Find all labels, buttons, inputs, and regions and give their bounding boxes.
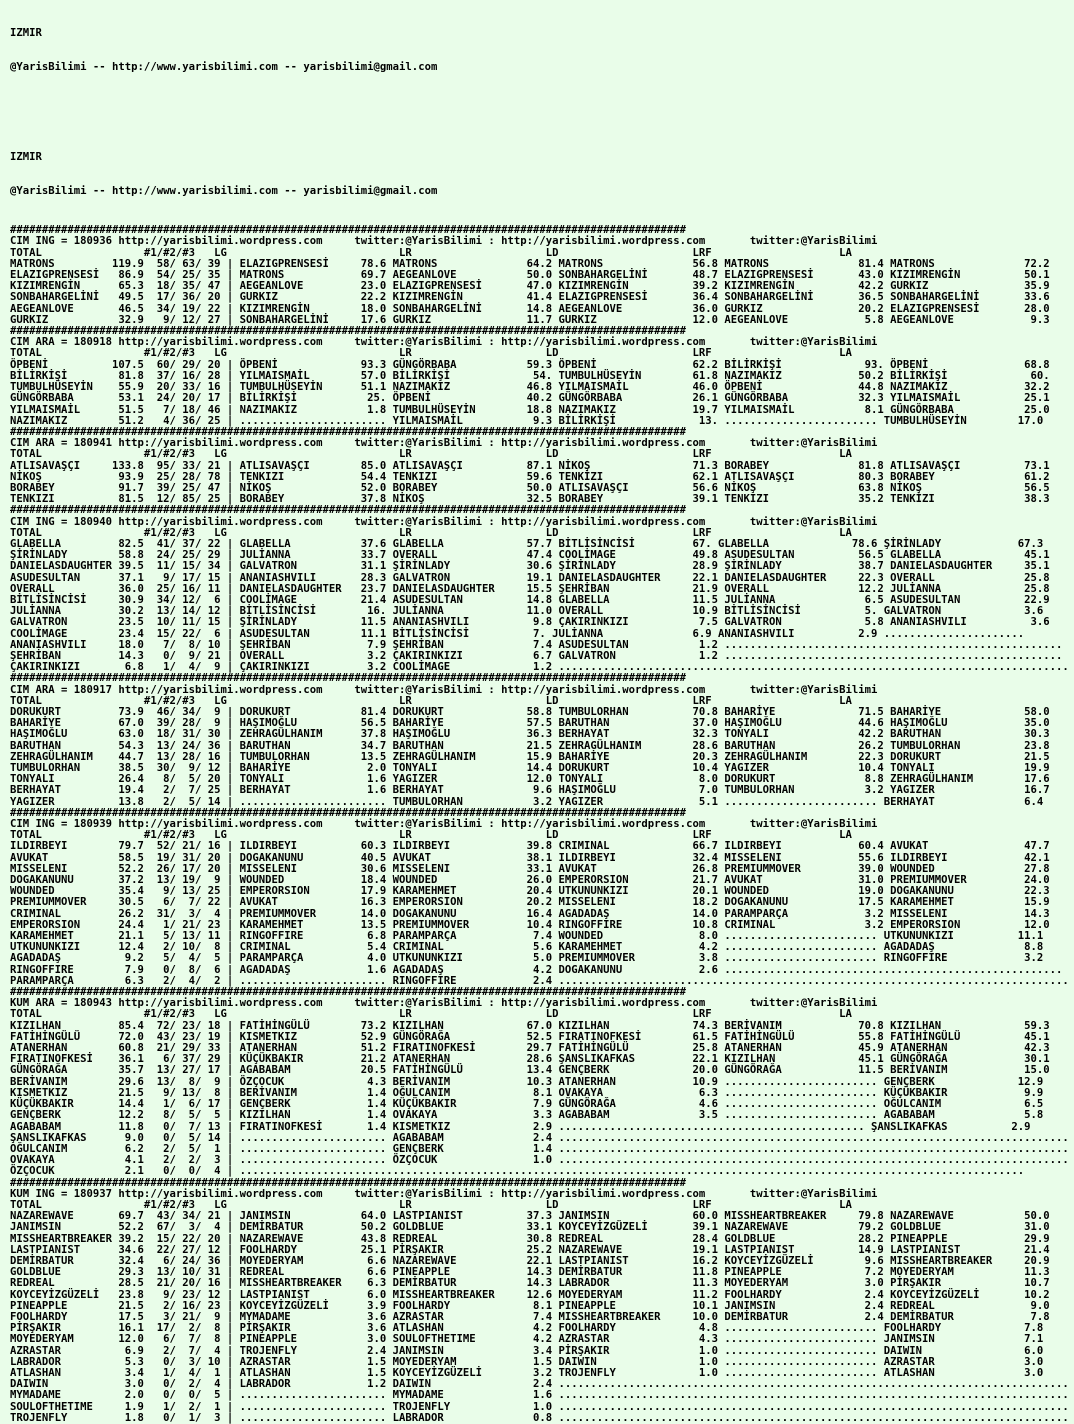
- separator-line: ##########################################################################################################: [10, 325, 687, 338]
- table-row: PARAMPARÇA 6.3 2/ 4/ 2 | ....................... RINGOFFIRE 2.4 ................................................................................: [10, 974, 1069, 987]
- table-row: REDREAL 28.5 21/ 20/ 16 | MISSHEARTBREAKER 6.3 DEMİRBATUR 14.3 LABRADOR 11.3 MOYEDERYAM 3.0 PİRŞAKIR 10.7: [10, 1277, 1050, 1290]
- table-row: SONBAHARGELİNİ 49.5 17/ 36/ 20 | GURKIZ 22.2 KIZIMRENGİN 41.4 ELAZIGPRENSESİ 36.4 SONBAHARGELİNİ 36.5 SONBAHARGELİNİ 33.6: [10, 291, 1050, 304]
- separator-line: ##########################################################################################################: [10, 225, 687, 237]
- race-section: [10, 505, 1074, 673]
- table-row: AGABABAM 11.8 0/ 7/ 13 | FIRATINOFKESİ 1.4 KISMETKIZ 2.9 ................................................ ŞANSLIKAFKAS 2.9: [10, 1120, 1031, 1133]
- separator-line: ##########################################################################################################: [10, 986, 687, 999]
- table-row: MISSHEARTBREAKER 39.2 15/ 22/ 20 | NAZAREWAVE 43.8 REDREAL 30.8 REDREAL 28.4 GOLDBLUE 28.2 PINEAPPLE 29.9: [10, 1232, 1050, 1245]
- table-row: TUMBULHÜSEYİN 55.9 20/ 33/ 16 | TUMBULHÜSEYİN 51.1 NAZIMAKIZ 46.8 YILMAISMAİL 46.0 ÖPBENİ 44.8 NAZIMAKIZ 32.2: [10, 381, 1050, 394]
- table-row: OVERALL 36.0 25/ 16/ 11 | DANIELASDAUGHTER 23.7 DANIELASDAUGHTER 15.5 ŞEHRİBAN 21.9 OVERALL 12.2 JULİANNA 25.8: [10, 582, 1050, 595]
- table-row: ATLISAVAŞÇI 133.8 95/ 33/ 21 | ATLISAVAŞÇI 85.0 ATLISAVAŞÇI 87.1 NİKOŞ 71.3 BORABEY 81.8 ATLISAVAŞÇI 73.1: [10, 459, 1050, 472]
- table-row: DANIELASDAUGHTER 39.5 11/ 15/ 34 | GALVATRON 31.1 ŞİRİNLADY 30.6 ŞİRİNLADY 28.9 ŞİRİNLADY 38.7 DANIELASDAUGHTER 35.1: [10, 560, 1050, 573]
- separator-line: ##########################################################################################################: [10, 672, 687, 685]
- race-title: CIM ARA = 180918 http://yarisbilimi.wordpress.com twitter:@YarisBilimi : http://yarisbilimi.wordpress.com twitter:@YarisBilimi: [10, 336, 878, 349]
- column-header-row: TOTAL #1/#2/#3 LG LR LD LRF LA: [10, 694, 852, 707]
- table-row: KOYCEYİZGÜZELİ 23.8 9/ 23/ 12 | LASTPIANIST 6.0 MISSHEARTBREAKER 12.6 MOYEDERYAM 11.2 FOOLHARDY 2.4 KOYCEYİZGÜZELİ 10.2: [10, 1288, 1050, 1301]
- table-row: FATİHİNGÜLÜ 72.0 43/ 23/ 19 | KISMETKIZ 52.9 GÜNGÖRAĞA 52.5 FIRATINOFKESİ 61.5 FATİHİNGÜLÜ 55.8 FATİHİNGÜLÜ 45.1: [10, 1030, 1050, 1043]
- table-row: JANIMSIN 52.2 67/ 3/ 4 | DEMİRBATUR 50.2 GOLDBLUE 33.1 KOYCEYİZGÜZELİ 39.1 NAZAREWAVE 79.2 GOLDBLUE 31.0: [10, 1221, 1050, 1234]
- table-row: ŞANSLIKAFKAS 9.0 0/ 5/ 14 | ....................... AGABABAM 2.4 ................................................................................: [10, 1131, 1069, 1144]
- race-title: KUM ING = 180937 http://yarisbilimi.wordpress.com twitter:@YarisBilimi : http://yarisbilimi.wordpress.com twitter:@YarisBilimi: [10, 1187, 878, 1200]
- column-header-row: TOTAL #1/#2/#3 LG LR LD LRF LA: [10, 526, 852, 539]
- table-row: YAGIZER 13.8 2/ 5/ 14 | ....................... TUMBULORHAN 3.2 YAGIZER 5.1 ........................ BERHAYAT 6.4: [10, 795, 1044, 808]
- table-row: PREMIUMMOVER 30.5 6/ 7/ 22 | AVUKAT 16.3 EMPERORSION 20.2 MISSELENI 18.2 DOGAKANUNU 17.5 KARAMEHMET 15.9: [10, 896, 1050, 909]
- table-row: LASTPIANIST 34.6 22/ 27/ 12 | FOOLHARDY 25.1 PİRŞAKIR 25.2 NAZAREWAVE 19.1 LASTPIANIST 14.9 LASTPIANIST 21.4: [10, 1243, 1050, 1256]
- column-header-row: TOTAL #1/#2/#3 LG LR LD LRF LA: [10, 347, 852, 360]
- race-section: [10, 427, 1074, 505]
- column-header-row: TOTAL #1/#2/#3 LG LR LD LRF LA: [10, 448, 852, 461]
- table-row: DAIWIN 3.0 0/ 2/ 4 | LABRADOR 1.2 DAIWIN 2.4 ................................................................................: [10, 1378, 1069, 1391]
- table-row: BİLİRKİŞİ 81.8 37/ 16/ 28 | YILMAISMAİL 57.0 BİLİRKİŞİ 54. TUMBULHÜSEYİN 61.8 NAZIMAKIZ 50.2 BİLİRKİŞİ 60.: [10, 369, 1050, 382]
- table-row: KARAMEHMET 21.1 5/ 13/ 11 | RINGOFFIRE 6.8 PARAMPARÇA 7.4 WOUNDED 8.0 ........................ UTKUNUNKIZI 11.1: [10, 930, 1044, 943]
- table-row: LABRADOR 5.3 0/ 3/ 10 | AZRASTAR 1.5 MOYEDERYAM 1.5 DAIWIN 1.0 ........................ AZRASTAR 3.0: [10, 1355, 1044, 1368]
- table-row: AGADADAŞ 9.2 5/ 4/ 5 | PARAMPARÇA 4.0 UTKUNUNKIZI 5.0 PREMIUMMOVER 3.8 ........................ RINGOFFIRE 3.2: [10, 952, 1044, 965]
- table-row: GLABELLA 82.5 41/ 37/ 22 | GLABELLA 37.6 GLABELLA 57.7 BİTLİSİNCİSİ 67. GLABELLA 78.6 ŞİRİNLADY 67.3: [10, 537, 1044, 550]
- race-report: [10, 225, 1074, 1424]
- header-contact: @YarisBilimi -- http://www.yarisbilimi.com -- yarisbilimi@gmail.com: [10, 61, 438, 74]
- header-block-1: [10, 6, 1074, 96]
- table-row: DORUKURT 73.9 46/ 34/ 9 | DORUKURT 81.4 DORUKURT 58.8 TUMBULORHAN 70.8 BAHARİYE 71.5 BAHARİYE 58.0: [10, 705, 1050, 718]
- separator-line: ##########################################################################################################: [10, 806, 687, 819]
- table-row: GALVATRON 23.5 10/ 11/ 15 | ŞİRİNLADY 11.5 ANANIASHVILI 9.8 ÇAKIRINKIZI 7.5 GALVATRON 5.8 ANANIASHVILI 3.6: [10, 616, 1050, 629]
- table-row: ÖZÇOCUK 2.1 0/ 0/ 4 | ...........................................................................................................................: [10, 1165, 1025, 1178]
- table-row: KIZIMRENGİN 65.3 18/ 35/ 47 | AEGEANLOVE 23.0 ELAZIGPRENSESİ 47.0 KIZIMRENGİN 39.2 KIZIMRENGİN 42.2 GURKIZ 35.9: [10, 280, 1050, 293]
- table-row: FIRATINOFKESİ 36.1 6/ 37/ 29 | KÜÇÜKBAKIR 21.2 ATANERHAN 28.6 ŞANSLIKAFKAS 22.1 KIZILHAN 45.1 GÜNGÖRAĞA 30.1: [10, 1053, 1050, 1066]
- table-row: BARUTHAN 54.3 13/ 24/ 36 | BARUTHAN 34.7 BARUTHAN 21.5 ZEHRAGÜLHANIM 28.6 BARUTHAN 26.2 TUMBULORHAN 23.8: [10, 739, 1050, 752]
- table-row: KÜÇÜKBAKIR 14.4 1/ 6/ 17 | GENÇBERK 1.4 KÜÇÜKBAKIR 7.9 GÜNGÖRAĞA 4.6 ........................ OĞULCANIM 6.5: [10, 1098, 1044, 1111]
- table-row: BORABEY 91.7 39/ 25/ 47 | NİKOŞ 52.0 BORABEY 50.0 ATLISAVAŞÇI 56.6 NİKOŞ 63.8 NİKOŞ 56.5: [10, 481, 1050, 494]
- table-row: ATANERHAN 60.8 21/ 29/ 33 | ATANERHAN 51.2 FIRATINOFKESİ 29.7 FATİHİNGÜLÜ 25.8 ATANERHAN 45.9 ATANERHAN 42.3: [10, 1042, 1050, 1055]
- race-section: [10, 326, 1074, 427]
- race-title: CIM ING = 180940 http://yarisbilimi.wordpress.com twitter:@YarisBilimi : http://yarisbilimi.wordpress.com twitter:@YarisBilimi: [10, 515, 878, 528]
- table-row: TROJENFLY 1.8 0/ 1/ 3 | ....................... LABRADOR 0.8 ................................................................................: [10, 1411, 1069, 1424]
- table-row: BERHAYAT 19.4 2/ 7/ 25 | BERHAYAT 1.6 BERHAYAT 9.6 HAŞIMOĞLU 7.0 TUMBULORHAN 3.2 YAGIZER 16.7: [10, 784, 1050, 797]
- table-row: NİKOŞ 93.9 25/ 28/ 78 | TENKIZI 54.4 TENKIZI 59.6 TENKİZI 62.1 ATLISAVAŞÇI 80.3 BORABEY 61.2: [10, 470, 1050, 483]
- table-row: RINGOFFIRE 7.9 0/ 8/ 6 | AGADADAŞ 1.6 AGADADAŞ 4.2 DOGAKANUNU 2.6 .....................................................: [10, 963, 1063, 976]
- table-row: DEMİRBATUR 32.4 6/ 24/ 36 | MOYEDERYAM 6.6 NAZAREWAVE 22.1 LASTPIANIST 16.2 KOYCEYİZGÜZELİ 9.6 MISSHEARTBREAKER 20.9: [10, 1254, 1050, 1267]
- table-row: OĞULCANIM 6.2 2/ 5/ 1 | ....................... GENÇBERK 1.4 ................................................................................: [10, 1142, 1069, 1155]
- table-row: OVAKAYA 4.1 2/ 2/ 3 | ....................... ÖZÇOCUK 1.0 ................................................................................: [10, 1154, 1069, 1167]
- column-header-row: TOTAL #1/#2/#3 LG LR LD LRF LA: [10, 246, 852, 259]
- table-row: TONYALI 26.4 8/ 5/ 20 | TONYALI 1.6 YAGIZER 12.0 TONYALI 8.0 DORUKURT 8.8 ZEHRAGÜLHANIM 17.6: [10, 773, 1050, 786]
- table-row: ÖPBENİ 107.5 60/ 29/ 20 | ÖPBENİ 93.3 GÜNGÖRBABA 59.3 ÖPBENİ 62.2 BİLİRKİŞİ 93. ÖPBENİ 68.8: [10, 358, 1050, 371]
- table-row: MISSELENI 52.2 26/ 17/ 20 | MISSELENI 30.6 MISSELENI 33.1 AVUKAT 26.8 PREMIUMMOVER 39.0 WOUNDED 27.8: [10, 862, 1050, 875]
- separator-line: ##########################################################################################################: [10, 425, 687, 438]
- table-row: AVUKAT 58.5 19/ 31/ 20 | DOGAKANUNU 40.5 AVUKAT 38.1 ILDIRBEYI 32.4 MISSELENI 55.6 ILDIRBEYI 42.1: [10, 851, 1050, 864]
- race-title: CIM ARA = 180917 http://yarisbilimi.wordpress.com twitter:@YarisBilimi : http://yarisbilimi.wordpress.com twitter:@YarisBilimi: [10, 683, 878, 696]
- table-row: CRIMINAL 26.2 31/ 3/ 4 | PREMIUMMOVER 14.0 DOGAKANUNU 16.4 AGADADAŞ 14.0 PARAMPARÇA 3.2 MISSELENI 14.3: [10, 907, 1050, 920]
- table-row: GÜNGÖRBABA 53.1 24/ 20/ 17 | BİLİRKİŞİ 25. ÖPBENİ 40.2 GÜNGÖRBABA 26.1 GÜNGÖRBABA 32.3 YILMAISMAİL 25.1: [10, 392, 1050, 405]
- table-row: ZEHRAGÜLHANIM 44.7 13/ 28/ 16 | TUMBULORHAN 13.5 ZEHRAGÜLHANIM 15.9 BAHARİYE 20.3 ZEHRAGÜLHANIM 22.3 DORUKURT 21.5: [10, 750, 1050, 763]
- table-row: TENKIZI 81.5 12/ 85/ 25 | BORABEY 37.8 NİKOŞ 32.5 BORABEY 39.1 TENKIZI 35.2 TENKİZI 38.3: [10, 493, 1050, 506]
- race-title: CIM ING = 180939 http://yarisbilimi.wordpress.com twitter:@YarisBilimi : http://yarisbilimi.wordpress.com twitter:@YarisBilimi: [10, 818, 878, 831]
- table-row: TUMBULORHAN 38.5 30/ 9/ 12 | BAHARİYE 2.0 TONYALI 14.4 DORUKURT 10.4 YAGIZER 10.4 TONYALI 19.9: [10, 762, 1050, 774]
- table-row: GURKIZ 32.9 9/ 12/ 27 | SONBAHARGELİNİ 17.6 GURKIZ 11.7 GURKIZ 12.0 AEGEANLOVE 5.8 AEGEANLOVE 9.3: [10, 313, 1050, 326]
- table-row: ILDIRBEYI 79.7 52/ 21/ 16 | ILDIRBEYI 60.3 ILDIRBEYI 39.8 CRIMINAL 66.7 ILDIRBEYI 60.4 AVUKAT 47.7: [10, 840, 1050, 853]
- table-row: AEGEANLOVE 46.5 34/ 19/ 22 | KIZIMRENGİN 18.0 SONBAHARGELİNİ 14.8 AEGEANLOVE 36.0 GURKIZ 20.2 ELAZIGPRENSESİ 28.0: [10, 302, 1050, 315]
- table-row: COOLİMAGE 23.4 15/ 22/ 6 | ASUDESULTAN 11.1 BİTLİSİNCİSİ 7. JULİANNA 6.9 ANANIASHVILI 2.9 ......................: [10, 627, 1025, 640]
- separator-line: ##########################################################################################################: [10, 1176, 687, 1189]
- table-row: JULİANNA 30.2 13/ 14/ 12 | BİTLİSİNCİSİ 16. JULİANNA 11.0 OVERALL 10.9 BİTLİSİNCİSİ 5. GALVATRON 3.6: [10, 605, 1044, 618]
- table-row: KIZILHAN 85.4 72/ 23/ 18 | FATİHİNGÜLÜ 73.2 KIZILHAN 67.0 KIZILHAN 74.3 BERİVANIM 70.8 KIZILHAN 59.3: [10, 1019, 1050, 1032]
- header-city: IZMIR: [10, 151, 42, 164]
- table-row: ŞİRİNLADY 58.8 24/ 25/ 29 | JULİANNA 33.7 OVERALL 47.4 COOLİMAGE 49.8 ASUDESULTAN 56.5 GLABELLA 45.1: [10, 549, 1050, 562]
- table-row: MOYEDERYAM 12.0 6/ 7/ 8 | PINEAPPLE 3.0 SOULOFTHETIME 4.2 AZRASTAR 4.3 ........................ JANIMSIN 7.1: [10, 1333, 1044, 1346]
- table-row: MYMADAME 2.0 0/ 0/ 5 | ....................... MYMADAME 1.6 ................................................................................: [10, 1389, 1069, 1402]
- separator-line: ##########################################################################################################: [10, 504, 687, 517]
- table-row: ELAZIGPRENSESİ 86.9 54/ 25/ 35 | MATRONS 69.7 AEGEANLOVE 50.0 SONBAHARGELİNİ 48.7 ELAZIGPRENSESİ 43.0 KIZIMRENGİN 50.1: [10, 269, 1050, 282]
- table-row: ŞEHRİBAN 14.3 0/ 9/ 21 | OVERALL 3.2 ÇAKIRINKIZI 6.7 GALVATRON 1.2 .....................................................: [10, 649, 1063, 662]
- table-row: MATRONS 119.9 58/ 63/ 39 | ELAZIGPRENSESİ 78.6 MATRONS 64.2 MATRONS 56.8 MATRONS 81.4 MATRONS 72.2: [10, 257, 1050, 270]
- column-header-row: TOTAL #1/#2/#3 LG LR LD LRF LA: [10, 1198, 852, 1211]
- race-title: KUM ARA = 180943 http://yarisbilimi.wordpress.com twitter:@YarisBilimi : http://yarisbilimi.wordpress.com twitter:@YarisBilimi: [10, 997, 878, 1010]
- header-city: IZMIR: [10, 27, 42, 40]
- table-row: GÜNGÖRAĞA 35.7 13/ 27/ 17 | AGABABAM 20.5 FATİHİNGÜLÜ 13.4 GENÇBERK 20.0 GÜNGÖRAĞA 11.5 BERİVANIM 15.0: [10, 1064, 1050, 1077]
- table-row: BAHARİYE 67.0 39/ 28/ 9 | HAŞIMOĞLU 56.5 BAHARİYE 57.5 BARUTHAN 37.0 HAŞIMOĞLU 44.6 HAŞIMOĞLU 35.0: [10, 717, 1050, 730]
- race-section: [10, 808, 1074, 987]
- table-row: ÇAKIRINKIZI 6.8 1/ 4/ 9 | ÇAKIRINKIZI 3.2 COOLİMAGE 1.2 ................................................................................: [10, 661, 1069, 674]
- table-row: HAŞIMOĞLU 63.0 18/ 31/ 30 | ZEHRAGÜLHANIM 37.8 HAŞIMOĞLU 36.3 BERHAYAT 32.3 TONYALI 42.2 BARUTHAN 30.3: [10, 728, 1050, 741]
- race-section: [10, 673, 1074, 807]
- table-row: WOUNDED 35.4 9/ 13/ 25 | EMPERORSION 17.9 KARAMEHMET 20.4 UTKUNUNKIZI 20.1 WOUNDED 19.0 DOGAKANUNU 22.3: [10, 885, 1050, 898]
- table-row: GENÇBERK 12.2 8/ 5/ 5 | KIZILHAN 1.4 OVAKAYA 3.3 AGABABAM 3.5 ........................ AGABABAM 5.8: [10, 1109, 1044, 1122]
- table-row: BİTLİSİNCİSİ 30.9 34/ 12/ 6 | COOLİMAGE 21.4 ASUDESULTAN 14.8 GLABELLA 11.5 JULİANNA 6.5 ASUDESULTAN 22.9: [10, 593, 1050, 606]
- table-row: YILMAISMAİL 51.5 7/ 18/ 46 | NAZIMAKIZ 1.8 TUMBULHÜSEYİN 18.8 NAZIMAKIZ 19.7 YILMAISMAİL 8.1 GÜNGÖRBABA 25.0: [10, 403, 1050, 416]
- race-section: [10, 1178, 1074, 1424]
- header-spacer: [10, 96, 1074, 130]
- table-row: GOLDBLUE 29.3 13/ 10/ 31 | REDREAL 6.6 PINEAPPLE 14.3 DEMİRBATUR 11.8 PINEAPPLE 7.2 MOYEDERYAM 11.3: [10, 1266, 1050, 1279]
- table-row: NAZAREWAVE 69.7 43/ 34/ 21 | JANIMSIN 64.0 LASTPIANIST 37.3 JANIMSIN 60.0 MISSHEARTBREAKER 79.8 NAZAREWAVE 50.0: [10, 1210, 1050, 1223]
- table-row: PİRŞAKIR 16.1 17/ 2/ 8 | PİRŞAKIR 3.6 ATLASHAN 4.2 FOOLHARDY 4.8 ........................ FOOLHARDY 7.8: [10, 1322, 1044, 1335]
- race-section: [10, 225, 1074, 326]
- table-row: ANANIASHVILI 18.0 7/ 8/ 10 | ŞEHRİBAN 7.9 ŞEHRİBAN 7.4 ASUDESULTAN 1.2 .....................................................: [10, 638, 1063, 651]
- table-row: NAZIMAKIZ 51.2 4/ 36/ 25 | ....................... YILMAISMAİL 9.3 BİLİRKİŞİ 13. ........................ TUMBULHÜSEYİN 17.0: [10, 414, 1044, 427]
- table-row: DOGAKANUNU 37.2 13/ 19/ 9 | WOUNDED 18.4 WOUNDED 26.0 EMPERORSION 21.7 AVUKAT 31.0 PREMIUMMOVER 24.0: [10, 874, 1050, 887]
- table-row: AZRASTAR 6.9 2/ 7/ 4 | TROJENFLY 2.4 JANIMSIN 3.4 PİRŞAKIR 1.0 ........................ DAIWIN 6.0: [10, 1344, 1044, 1357]
- race-section: [10, 987, 1074, 1177]
- race-title: CIM ARA = 180941 http://yarisbilimi.wordpress.com twitter:@YarisBilimi : http://yarisbilimi.wordpress.com twitter:@YarisBilimi: [10, 437, 878, 450]
- table-row: FOOLHARDY 17.5 3/ 21/ 9 | MYMADAME 3.6 AZRASTAR 7.4 MISSHEARTBREAKER 10.0 DEMİRBATUR 2.4 DEMİRBATUR 7.8: [10, 1310, 1050, 1323]
- table-row: KISMETKIZ 21.5 9/ 13/ 8 | BERİVANIM 1.4 OĞULCANIM 8.1 OVAKAYA 6.3 ........................ KÜÇÜKBAKIR 9.9: [10, 1086, 1044, 1099]
- race-title: CIM ING = 180936 http://yarisbilimi.wordpress.com twitter:@YarisBilimi : http://yarisbilimi.wordpress.com twitter:@YarisBilimi: [10, 235, 878, 248]
- column-header-row: TOTAL #1/#2/#3 LG LR LD LRF LA: [10, 1008, 852, 1021]
- header-block-2: [10, 130, 1074, 220]
- table-row: PINEAPPLE 21.5 2/ 16/ 23 | KOYCEYİZGÜZELİ 3.9 FOOLHARDY 8.1 PINEAPPLE 10.1 JANIMSIN 2.4 REDREAL 9.0: [10, 1299, 1050, 1312]
- table-row: SOULOFTHETIME 1.9 1/ 2/ 1 | ....................... TROJENFLY 1.0 ................................................................................: [10, 1400, 1069, 1413]
- table-row: BERİVANIM 29.6 13/ 8/ 9 | ÖZÇOCUK 4.3 BERİVANIM 10.3 ATANERHAN 10.9 ........................ GENÇBERK 12.9: [10, 1075, 1044, 1088]
- table-row: EMPERORSION 24.4 1/ 21/ 23 | KARAMEHMET 13.5 PREMIUMMOVER 10.4 RINGOFFIRE 10.8 CRIMINAL 3.2 EMPERORSION 12.0: [10, 918, 1050, 931]
- header-contact: @YarisBilimi -- http://www.yarisbilimi.com -- yarisbilimi@gmail.com: [10, 184, 438, 197]
- table-row: UTKUNUNKIZI 12.4 2/ 10/ 8 | CRIMINAL 5.4 CRIMINAL 5.6 KARAMEHMET 4.2 ........................ AGADADAŞ 8.8: [10, 941, 1044, 954]
- table-row: ATLASHAN 3.4 1/ 4/ 1 | ATLASHAN 1.5 KOYCEYİZGÜZELİ 3.2 TROJENFLY 1.0 ........................ ATLASHAN 3.0: [10, 1366, 1044, 1379]
- column-header-row: TOTAL #1/#2/#3 LG LR LD LRF LA: [10, 829, 852, 842]
- table-row: ASUDESULTAN 37.1 9/ 17/ 15 | ANANIASHVILI 28.3 GALVATRON 19.1 DANIELASDAUGHTER 22.1 DANIELASDAUGHTER 22.3 OVERALL 25.8: [10, 571, 1050, 584]
